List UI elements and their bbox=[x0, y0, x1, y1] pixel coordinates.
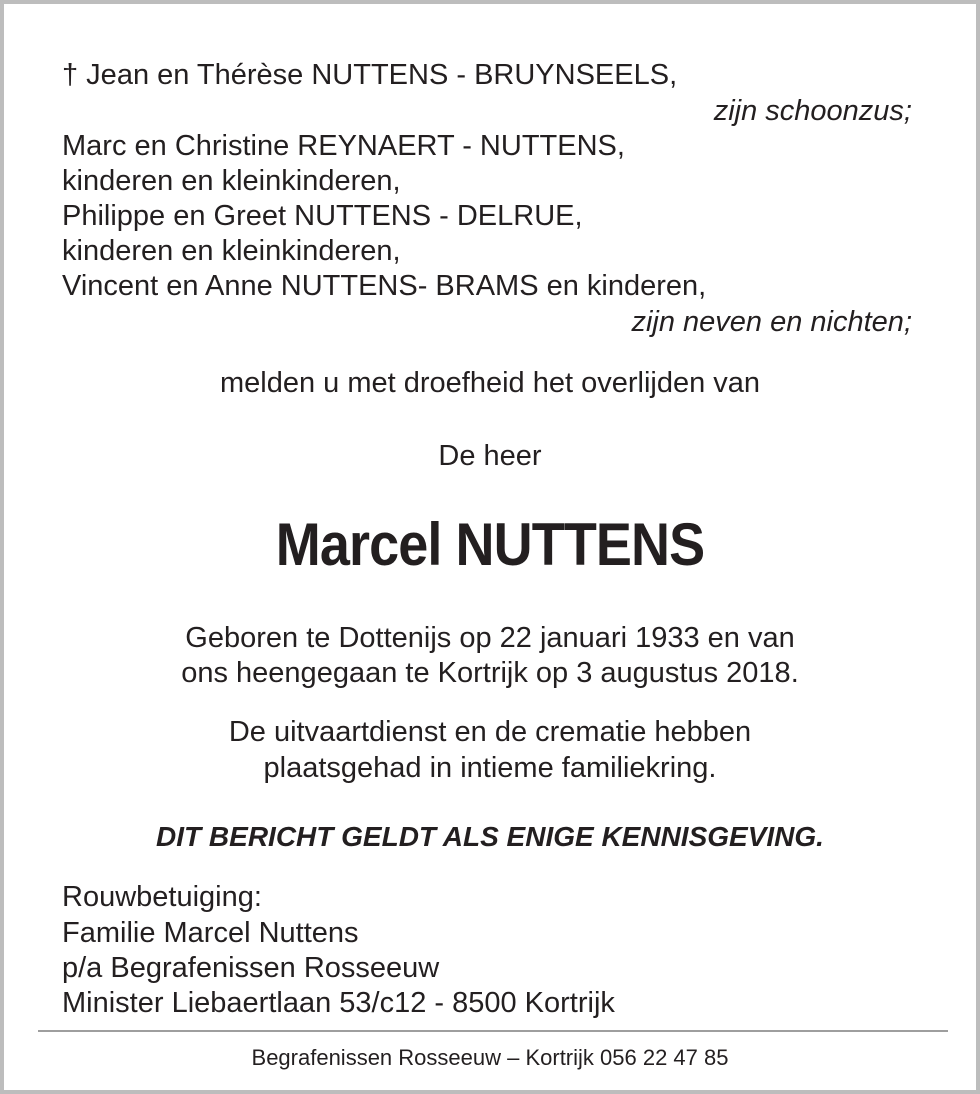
funeral-line: De uitvaartdienst en de crematie hebben bbox=[228, 716, 752, 748]
deceased-name: Marcel NUTTENS bbox=[275, 511, 705, 578]
official-notice: DIT BERICHT GELDT ALS ENIGE KENNISGEVING. bbox=[156, 821, 824, 852]
family-line: kinderen en kleinkinderen, bbox=[62, 165, 401, 197]
honorific: De heer bbox=[438, 440, 542, 472]
funeral-line: plaatsgehad in intieme familiekring. bbox=[263, 752, 717, 784]
funeral-home-footer: Begrafenissen Rosseeuw – Kortrijk 056 22 47 85 bbox=[251, 1045, 729, 1070]
family-line: kinderen en kleinkinderen, bbox=[62, 235, 401, 267]
family-line: † Jean en Thérèse NUTTENS - BRUYNSEELS, bbox=[62, 59, 678, 91]
family-relation: zijn schoonzus; bbox=[713, 95, 912, 127]
family-relation: zijn neven en nichten; bbox=[631, 306, 912, 338]
condolence-line: p/a Begrafenissen Rosseeuw bbox=[62, 952, 440, 984]
family-line: Philippe en Greet NUTTENS - DELRUE, bbox=[62, 200, 583, 232]
condolence-line: Minister Liebaertlaan 53/c12 - 8500 Kortrijk bbox=[62, 987, 615, 1019]
family-line: Marc en Christine REYNAERT - NUTTENS, bbox=[62, 130, 625, 162]
divider bbox=[38, 1030, 948, 1032]
announcement-text: melden u met droefheid het overlijden van bbox=[219, 367, 761, 399]
birth-death-line: ons heengegaan te Kortrijk op 3 augustus 2018. bbox=[181, 657, 799, 689]
condolence-line: Familie Marcel Nuttens bbox=[62, 917, 359, 949]
family-line: Vincent en Anne NUTTENS- BRAMS en kinderen, bbox=[62, 270, 707, 302]
birth-death-line: Geboren te Dottenijs op 22 januari 1933 en van bbox=[185, 622, 795, 654]
condolence-line: Rouwbetuiging: bbox=[62, 881, 262, 913]
